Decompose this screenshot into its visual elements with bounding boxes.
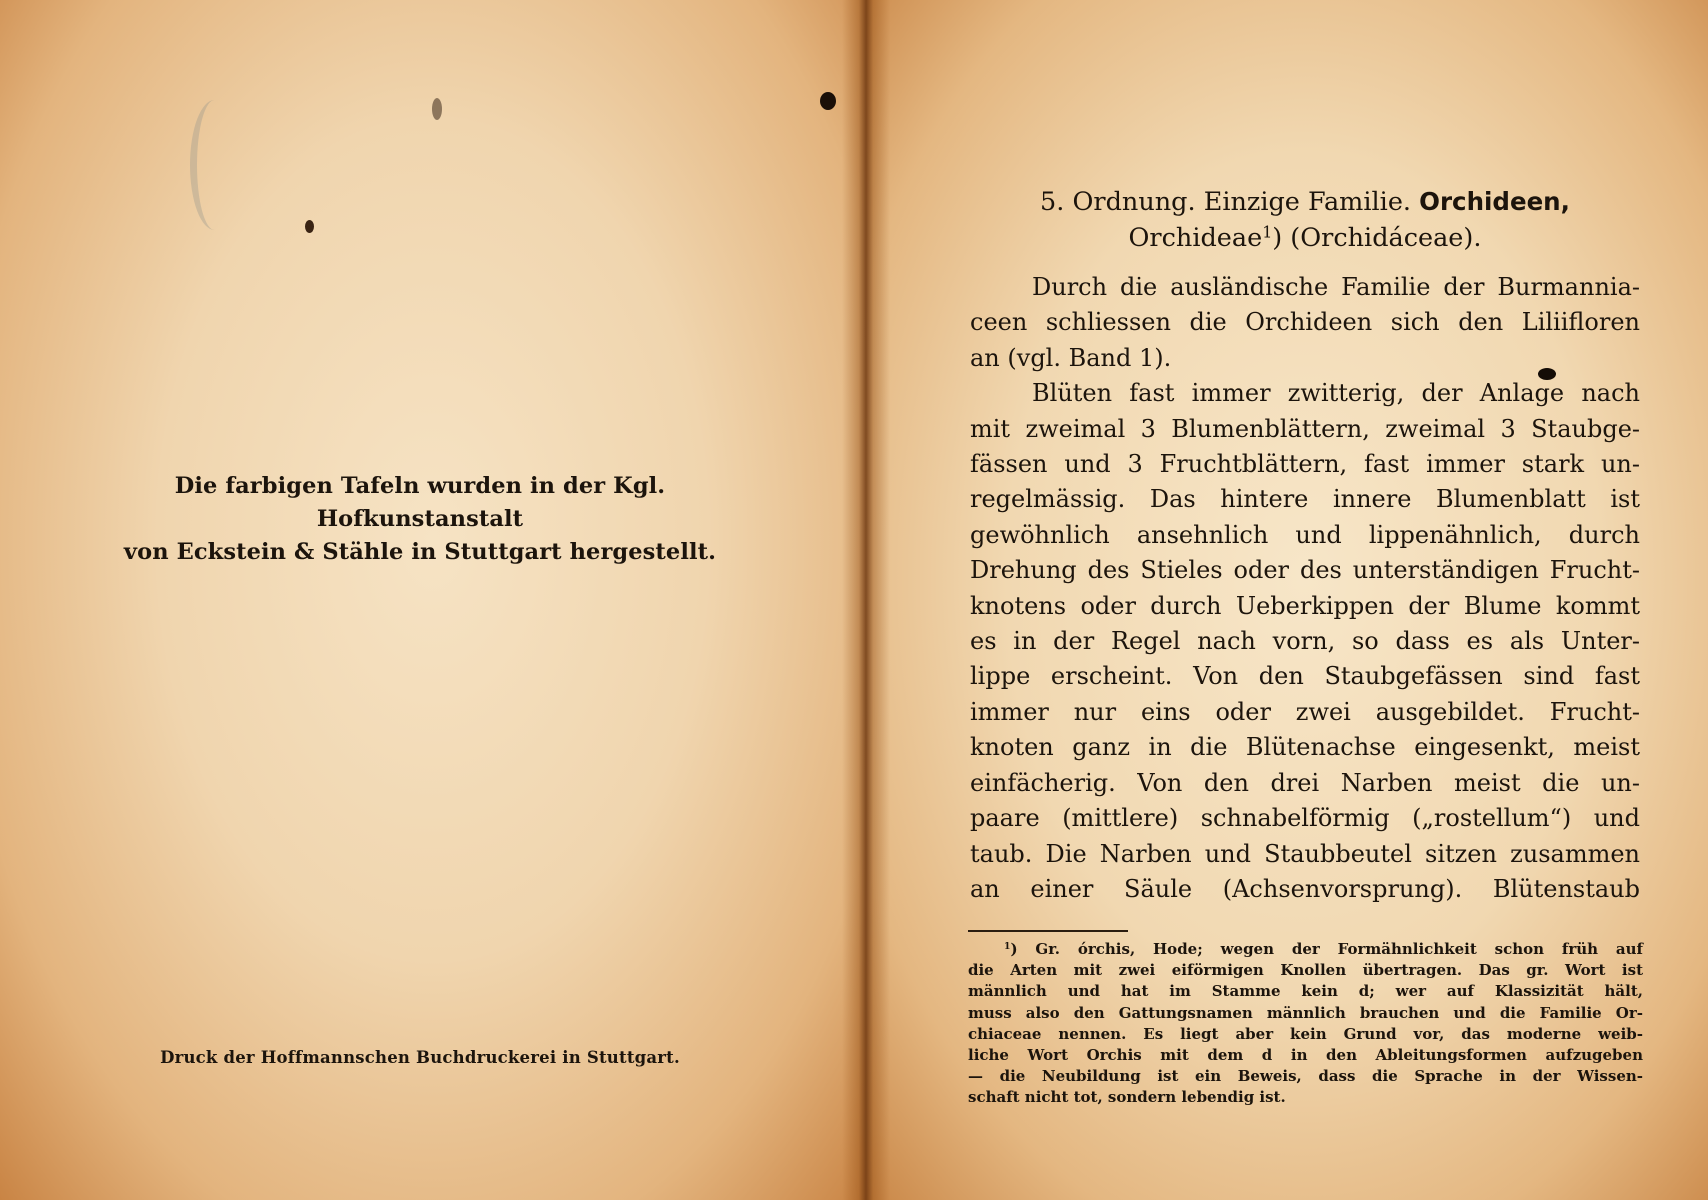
text-line: taub. Die Narben und Staubbeutel sitzen zusammen <box>970 839 1640 868</box>
text-line: es in der Regel nach vorn, so dass es als Unter- <box>970 627 1640 656</box>
text-line: gewöhnlich ansehnlich und lippenähnlich, durch <box>970 520 1640 549</box>
text-line: knoten ganz in die Blütenachse eingesenkt, meist <box>970 733 1640 762</box>
text-line: regelmässig. Das hintere innere Blumenblatt ist <box>970 485 1640 514</box>
family-name: Orchideen, <box>1419 187 1570 216</box>
book-gutter <box>842 0 890 1200</box>
paragraph <box>970 270 1640 376</box>
imprint-line: Die farbigen Tafeln wurden in der Kgl. Hofkunstanstalt <box>174 473 666 532</box>
text-line: immer nur eins oder zwei ausgebildet. Frucht- <box>970 697 1640 726</box>
text-line: Durch die ausländische Familie der Burmannia- <box>1032 273 1640 301</box>
text-line: fässen und 3 Fruchtblättern, fast immer stark un- <box>970 450 1640 479</box>
pencil-mark <box>190 100 239 230</box>
ink-blot <box>432 98 442 120</box>
footnote-line: die Arten mit zwei eiförmigen Knollen übertragen. Das gr. Wort ist <box>968 961 1643 980</box>
footnote-mark: 1 <box>1004 940 1011 952</box>
footnote-line: liche Wort Orchis mit dem d in den Ableitungsformen aufzugeben <box>968 1046 1643 1065</box>
text-line: einfächerig. Von den drei Narben meist die un- <box>970 768 1640 797</box>
body-text <box>970 270 1640 907</box>
heading-line <box>985 220 1625 256</box>
text-line: Drehung des Stieles oder des unterständigen Frucht- <box>970 556 1640 585</box>
ink-blot <box>820 92 836 110</box>
text-line: knotens oder durch Ueberkippen der Blume kommt <box>970 591 1640 620</box>
latin-name-suffix: ) (Orchidáceae). <box>1272 223 1482 253</box>
heading-line <box>985 184 1625 220</box>
ink-blot <box>305 220 314 233</box>
text-line: an einer Säule (Achsenvorsprung). Blütenstaub <box>970 874 1640 903</box>
text-line: lippe erscheint. Von den Staubgefässen sind fast <box>970 662 1640 691</box>
text-line: mit zweimal 3 Blumenblättern, zweimal 3 Staubge- <box>970 414 1640 443</box>
text-line: Blüten fast immer zwitterig, der Anlage nach <box>1032 379 1640 408</box>
printer-imprint: Druck der Hoffmannschen Buchdruckerei in Stuttgart. <box>160 1048 680 1067</box>
footnote-line: muss also den Gattungsnamen männlich brauchen und die Familie Or- <box>968 1003 1643 1022</box>
latin-name: Orchideae <box>1128 223 1263 253</box>
text-line: an (vgl. Band 1). <box>970 343 1172 372</box>
footnote-reference: 1 <box>1262 222 1273 242</box>
text-line: ceen schliessen die Orchideen sich den Liliifloren <box>970 308 1640 337</box>
footnote-rule <box>968 930 1128 932</box>
chapter-heading <box>985 184 1625 256</box>
paragraph <box>970 376 1640 907</box>
imprint-line: von Eckstein & Stähle in Stuttgart hergestellt. <box>123 539 717 565</box>
footnote-line: schaft nicht tot, sondern lebendig ist. <box>968 1088 1286 1107</box>
footnote-line: männlich und hat im Stamme kein d; wer auf Klassizität hält, <box>968 982 1643 1001</box>
footnote-line <box>968 939 1643 960</box>
plates-imprint <box>70 470 770 569</box>
footnote-line: — die Neubildung ist ein Beweis, dass die Sprache in der Wissen- <box>968 1067 1643 1086</box>
order-title: 5. Ordnung. Einzige Familie. <box>1040 187 1412 217</box>
footnote-text: ) Gr. órchis, Hode; wegen der Formähnlichkeit schon früh auf <box>1010 940 1643 958</box>
text-line: paare (mittlere) schnabelförmig („rostellum“) und <box>970 804 1640 833</box>
footnote-line: chiaceae nennen. Es liegt aber kein Grund vor, das moderne weib- <box>968 1024 1643 1043</box>
footnote <box>968 939 1643 1109</box>
